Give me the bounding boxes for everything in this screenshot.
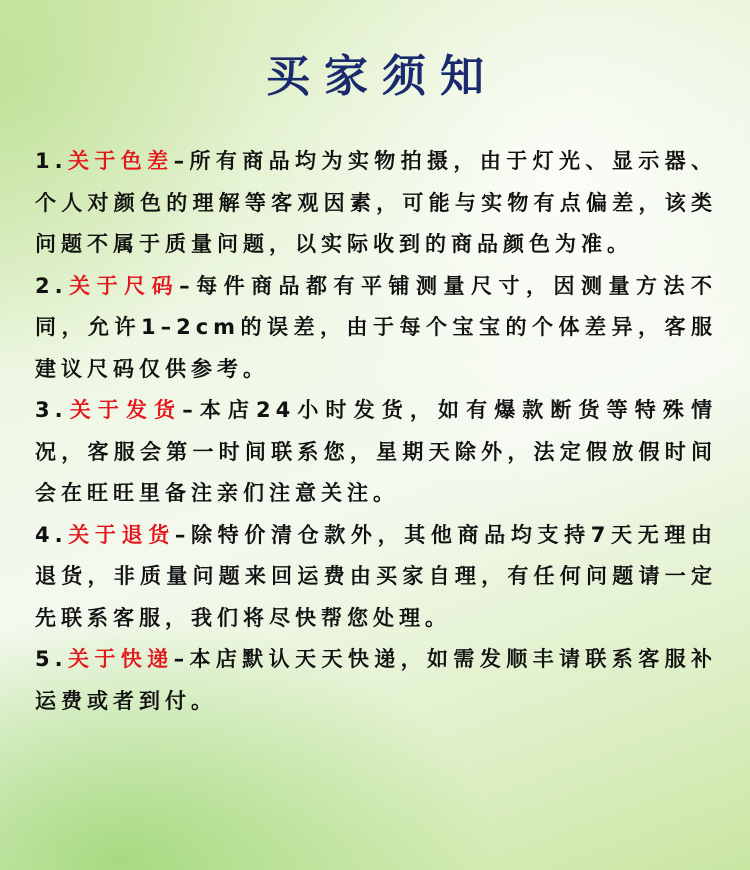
notice-body: –每件商品都有平铺测量尺寸，因测量方法不同，允许1–2cm的误差，由于每个宝宝的个体差异，客服建议尺码仅供参考。 bbox=[35, 273, 718, 381]
notice-number: 4. bbox=[35, 522, 68, 547]
notice-item-shipping bbox=[35, 390, 717, 515]
notice-number: 1. bbox=[35, 149, 68, 173]
notice-number: 3. bbox=[35, 398, 68, 422]
notice-list bbox=[35, 141, 717, 722]
notice-heading: 关于尺码 bbox=[67, 273, 180, 298]
notice-body: –本店默认天天快递，如需发顺丰请联系客服补运费或者到付。 bbox=[35, 647, 718, 713]
notice-body: –所有商品均为实物拍摄，由于灯光、显示器、个人对颜色的理解等客观因素，可能与实物有点偏差，该类问题不属于质量问题，以实际收到的商品颜色为准。 bbox=[35, 149, 718, 256]
notice-number: 2. bbox=[35, 273, 68, 298]
notice-heading: 关于发货 bbox=[67, 398, 183, 422]
page-title: 买家须知 bbox=[266, 51, 498, 102]
notice-body: –本店24小时发货，如有爆款断货等特殊情况，客服会第一时间联系您，星期天除外，法定假放假时间会在旺旺里备注亲们注意关注。 bbox=[35, 398, 718, 505]
notice-item-color bbox=[35, 141, 717, 266]
notice-heading: 关于退货 bbox=[67, 522, 175, 547]
notice-heading: 关于快递 bbox=[67, 647, 174, 671]
notice-body: –除特价清仓款外，其他商品均支持7天无理由退货，非质量问题来回运费由买家自理，有任何问题请一定先联系客服，我们将尽快帮您处理。 bbox=[35, 522, 717, 630]
notice-item-size bbox=[35, 266, 717, 391]
notice-heading: 关于色差 bbox=[67, 149, 174, 173]
notice-item-courier bbox=[35, 639, 717, 722]
notice-item-returns bbox=[35, 515, 717, 640]
notice-number: 5. bbox=[35, 647, 68, 671]
